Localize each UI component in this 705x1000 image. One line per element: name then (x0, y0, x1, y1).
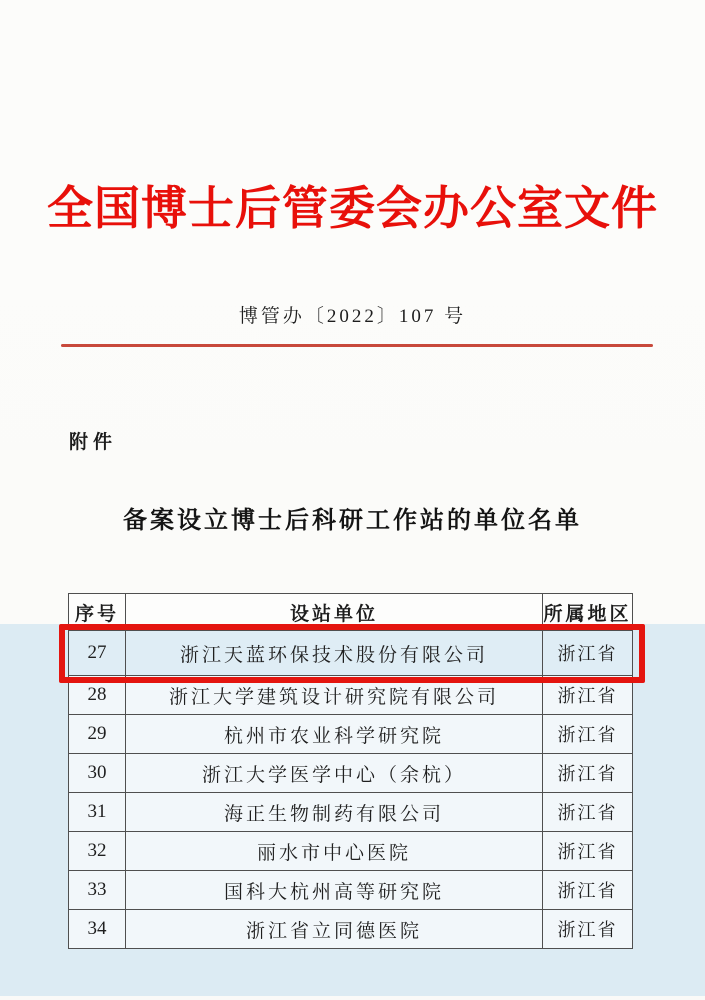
table-row (69, 832, 633, 871)
table-row (69, 793, 633, 832)
unit-name-cell: 浙江天蓝环保技术股份有限公司 (126, 631, 543, 676)
region-cell: 浙江省 (543, 715, 633, 754)
row-index-cell: 34 (69, 910, 126, 949)
table-row (69, 871, 633, 910)
table-row (69, 715, 633, 754)
region-cell: 浙江省 (543, 832, 633, 871)
attachment-label: 附件 (69, 432, 118, 453)
region-cell: 浙江省 (543, 754, 633, 793)
units-table-header (69, 594, 633, 631)
region-cell: 浙江省 (543, 793, 633, 832)
row-index-cell: 27 (69, 631, 126, 676)
row-index-cell: 33 (69, 871, 126, 910)
column-header-region: 所属地区 (543, 594, 633, 631)
region-cell: 浙江省 (543, 676, 633, 715)
table-row (69, 910, 633, 949)
units-table (68, 593, 633, 949)
region-cell: 浙江省 (543, 871, 633, 910)
table-row (69, 631, 633, 676)
red-divider-rule (61, 344, 653, 347)
table-row (69, 676, 633, 715)
unit-name-cell: 浙江省立同德医院 (126, 910, 543, 949)
unit-name-cell: 浙江大学建筑设计研究院有限公司 (126, 676, 543, 715)
row-index-cell: 29 (69, 715, 126, 754)
row-index-cell: 32 (69, 832, 126, 871)
unit-name-cell: 海正生物制药有限公司 (126, 793, 543, 832)
unit-name-cell: 国科大杭州高等研究院 (126, 871, 543, 910)
column-header-unit: 设站单位 (126, 594, 543, 631)
row-index-cell: 30 (69, 754, 126, 793)
unit-name-cell: 丽水市中心医院 (126, 832, 543, 871)
row-index-cell: 31 (69, 793, 126, 832)
header-row (69, 594, 633, 631)
unit-name-cell: 浙江大学医学中心（余杭） (126, 754, 543, 793)
row-index-cell: 28 (69, 676, 126, 715)
attachment-title: 备案设立博士后科研工作站的单位名单 (123, 508, 582, 534)
region-cell: 浙江省 (543, 631, 633, 676)
units-table-body (69, 631, 633, 949)
table-row (69, 754, 633, 793)
column-header-index: 序号 (69, 594, 126, 631)
document-number: 博管办〔2022〕107 号 (238, 306, 467, 327)
region-cell: 浙江省 (543, 910, 633, 949)
unit-name-cell: 杭州市农业科学研究院 (126, 715, 543, 754)
document-masthead: 全国博士后管委会办公室文件 (47, 183, 658, 234)
